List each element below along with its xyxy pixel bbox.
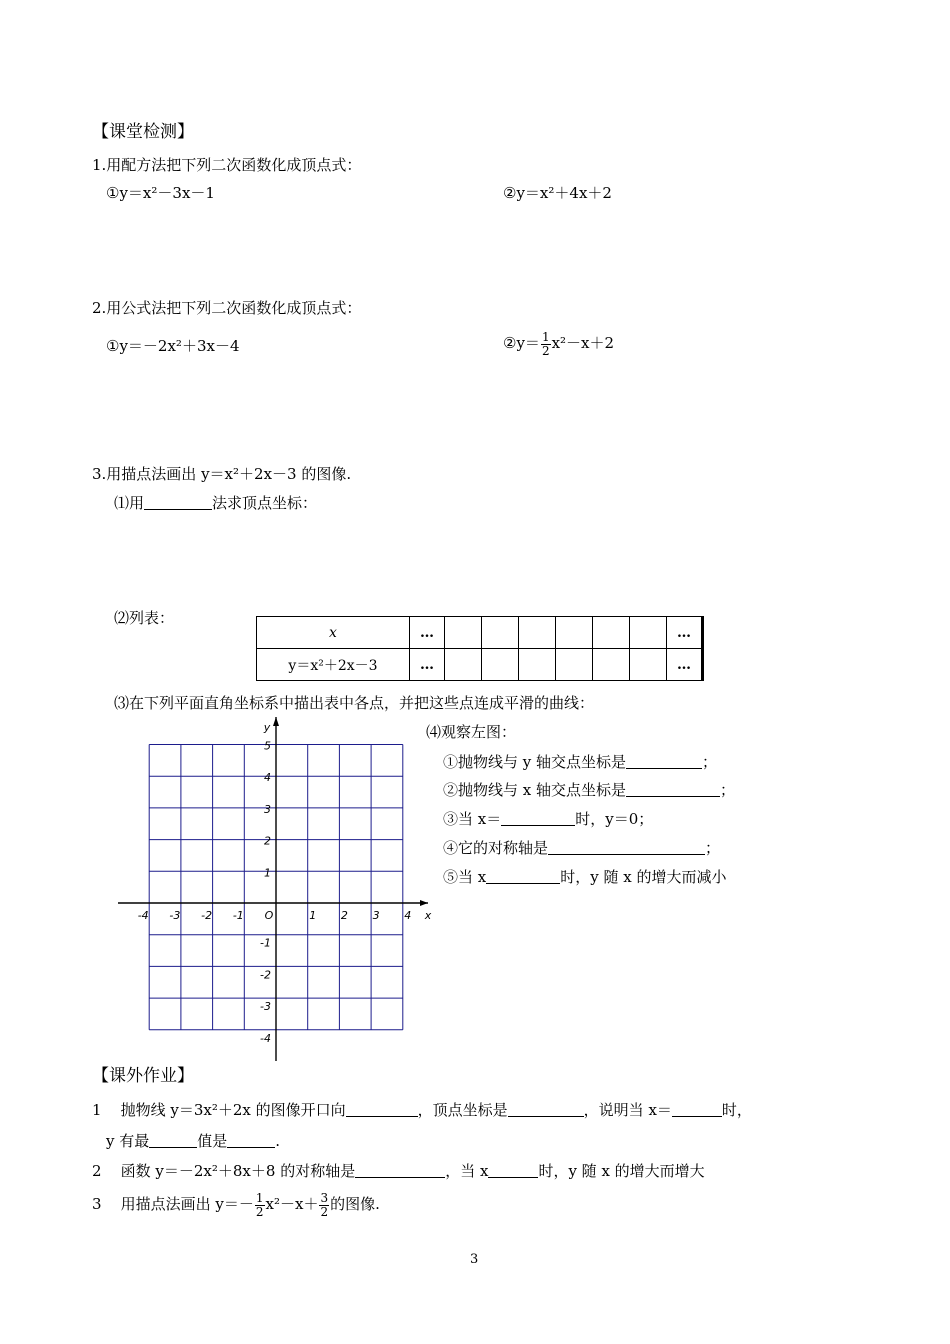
table-cell[interactable] — [519, 649, 556, 681]
question-1b — [503, 186, 612, 201]
increasing-range-blank[interactable] — [488, 1163, 538, 1178]
observation-5-end: 时，y 随 x 的增大而减小 — [560, 868, 727, 886]
table-cell[interactable] — [519, 617, 556, 649]
homework-1-text-b: ，顶点坐标是 — [417, 1101, 508, 1119]
table-ellipsis-right: … — [667, 617, 703, 649]
question-2b-prefix: y＝ — [516, 334, 540, 353]
observation-1-text: ①抛物线与 y 轴交点坐标是 — [443, 753, 627, 771]
question-2a-number: ① — [106, 337, 120, 355]
homework-1-line-1 — [92, 1102, 752, 1118]
y-tick-label: 5 — [264, 739, 271, 753]
table-header-y: y＝x²＋2x－3 — [257, 649, 410, 681]
question-2b-fraction — [541, 331, 551, 357]
part-1-suffix: 法求顶点坐标： — [212, 494, 318, 512]
question-1a-equation: y＝x²－3x－1 — [119, 184, 215, 202]
x-axis-label: x — [424, 909, 432, 922]
observation-4-text: ④它的对称轴是 — [443, 839, 549, 857]
x-tick-label: 1 — [309, 909, 317, 922]
question-1a-number: ① — [106, 184, 120, 202]
question-2b-number: ② — [503, 334, 517, 353]
homework-2 — [92, 1163, 705, 1179]
coordinate-grid[interactable] — [110, 713, 440, 1065]
question-1a — [106, 186, 215, 201]
observation-1 — [443, 754, 717, 770]
x-tick-label: -3 — [169, 909, 181, 922]
axis-of-symmetry-blank[interactable] — [355, 1163, 445, 1178]
fraction-numerator: 1 — [255, 1191, 264, 1205]
y-tick-label: 1 — [264, 866, 271, 880]
y-tick-label: 3 — [264, 802, 271, 816]
y-tick-label: 4 — [264, 771, 271, 785]
observation-2-end: ； — [720, 781, 736, 799]
homework-3-text-c: 的图像. — [330, 1195, 380, 1214]
fraction-numerator: 1 — [541, 330, 550, 344]
y-axis-arrow — [273, 717, 279, 726]
homework-1-text-d: 时， — [721, 1101, 752, 1119]
question-1b-number: ② — [503, 184, 517, 202]
x-tick-label: -2 — [201, 909, 213, 922]
observation-1-end: ； — [702, 753, 718, 771]
observation-3 — [443, 811, 653, 827]
table-row-y — [257, 649, 703, 681]
x-tick-label: -1 — [232, 909, 244, 922]
homework-3-number: 3 — [92, 1195, 102, 1214]
question-2a — [106, 339, 240, 354]
table-cell[interactable] — [630, 617, 667, 649]
observation-4-end: ； — [705, 839, 721, 857]
x-intercepts-blank[interactable] — [626, 782, 720, 797]
homework-2-number: 2 — [92, 1162, 102, 1180]
classroom-section-title: 【课堂检测】 — [92, 122, 194, 142]
vertex-coordinates-blank[interactable] — [508, 1102, 584, 1117]
y-tick-label: -3 — [260, 1000, 271, 1014]
fraction-denominator: 2 — [541, 343, 550, 358]
extreme-value-blank[interactable] — [227, 1133, 275, 1148]
question-3-part-2: ⑵列表： — [114, 609, 175, 627]
table-cell[interactable] — [556, 617, 593, 649]
x-tick-label: 4 — [404, 909, 412, 922]
part-1-prefix: ⑴用 — [114, 494, 145, 512]
y-tick-label: -2 — [260, 968, 271, 982]
homework-1-text-a: 抛物线 y＝3x²＋2x 的图像开口向 — [120, 1101, 346, 1119]
y-tick-label: -1 — [260, 936, 271, 950]
symmetry-axis-blank[interactable] — [548, 840, 705, 855]
question-1-stem: 1.用配方法把下列二次函数化成顶点式： — [92, 156, 362, 174]
homework-2-text-b: ，当 x — [445, 1162, 489, 1180]
table-cell[interactable] — [630, 649, 667, 681]
homework-3-fraction-1 — [255, 1192, 265, 1218]
table-cell[interactable] — [482, 649, 519, 681]
fraction-numerator: 3 — [320, 1191, 329, 1205]
root-x-blank[interactable] — [501, 811, 575, 826]
homework-3-text-a: 用描点法画出 y＝－ — [120, 1195, 254, 1214]
y-intercept-blank[interactable] — [626, 754, 702, 769]
observation-2-text: ②抛物线与 x 轴交点坐标是 — [443, 781, 626, 799]
y-tick-label: -4 — [260, 1031, 271, 1045]
table-ellipsis-left: … — [410, 617, 445, 649]
opening-direction-blank[interactable] — [346, 1102, 418, 1117]
question-3-part-4: ⑷观察左图： — [426, 723, 517, 741]
table-cell[interactable] — [482, 617, 519, 649]
homework-1-text-e: y 有最 — [106, 1132, 150, 1150]
observation-4 — [443, 840, 720, 856]
question-3-stem: 3.用描点法画出 y＝x²＋2x－3 的图像. — [92, 465, 352, 483]
observation-3-end: 时，y＝0； — [575, 810, 654, 828]
question-2a-equation: y＝－2x²＋3x－4 — [119, 337, 240, 355]
table-row-x — [257, 617, 703, 649]
question-3-part-1 — [114, 495, 317, 511]
value-table — [256, 616, 704, 681]
observation-2 — [443, 782, 735, 798]
decreasing-range-blank[interactable] — [486, 869, 560, 884]
x-tick-label: 2 — [340, 909, 348, 922]
observation-5-text: ⑤当 x — [443, 868, 487, 886]
table-cell[interactable] — [445, 617, 482, 649]
homework-1-text-c: ，说明当 x＝ — [583, 1101, 672, 1119]
max-min-blank[interactable] — [149, 1133, 197, 1148]
table-ellipsis-left: … — [410, 649, 445, 681]
table-cell[interactable] — [593, 617, 630, 649]
question-2b-suffix: x²－x＋2 — [551, 334, 615, 353]
homework-2-text-c: 时，y 随 x 的增大而增大 — [538, 1162, 705, 1180]
observation-3-text: ③当 x＝ — [443, 810, 502, 828]
table-cell[interactable] — [593, 649, 630, 681]
homework-3 — [92, 1192, 380, 1218]
homework-2-text-a: 函数 y＝－2x²＋8x＋8 的对称轴是 — [120, 1162, 356, 1180]
homework-3-fraction-2 — [319, 1192, 329, 1218]
table-header-x: x — [257, 617, 410, 649]
x-value-blank[interactable] — [672, 1102, 722, 1117]
question-3-part-3: ⑶在下列平面直角坐标系中描出表中各点，并把这些点连成平滑的曲线： — [114, 694, 595, 712]
y-tick-label: 2 — [264, 834, 271, 848]
homework-section-title: 【课外作业】 — [92, 1066, 194, 1086]
table-cell[interactable] — [556, 649, 593, 681]
table-ellipsis-right: … — [667, 649, 703, 681]
fraction-denominator: 2 — [255, 1204, 264, 1219]
y-axis-label: y — [263, 721, 271, 734]
origin-label: O — [264, 909, 274, 922]
question-2-stem: 2.用公式法把下列二次函数化成顶点式： — [92, 299, 362, 317]
fraction-denominator: 2 — [320, 1204, 329, 1219]
x-tick-label: 3 — [372, 909, 380, 922]
question-1b-equation: y＝x²＋4x＋2 — [516, 184, 612, 202]
homework-1-number: 1 — [92, 1101, 102, 1119]
observation-5 — [443, 869, 726, 885]
homework-1-line-2 — [106, 1133, 280, 1149]
x-axis-arrow — [420, 900, 428, 906]
page-number: 3 — [470, 1252, 479, 1267]
homework-3-text-b: x²－x＋ — [265, 1195, 319, 1214]
homework-1-text-f: 值是 — [197, 1132, 228, 1150]
x-tick-label: -4 — [137, 909, 149, 922]
question-2b — [503, 331, 614, 357]
homework-1-text-g: . — [275, 1132, 281, 1150]
method-answer-blank[interactable] — [144, 495, 212, 510]
table-cell[interactable] — [445, 649, 482, 681]
